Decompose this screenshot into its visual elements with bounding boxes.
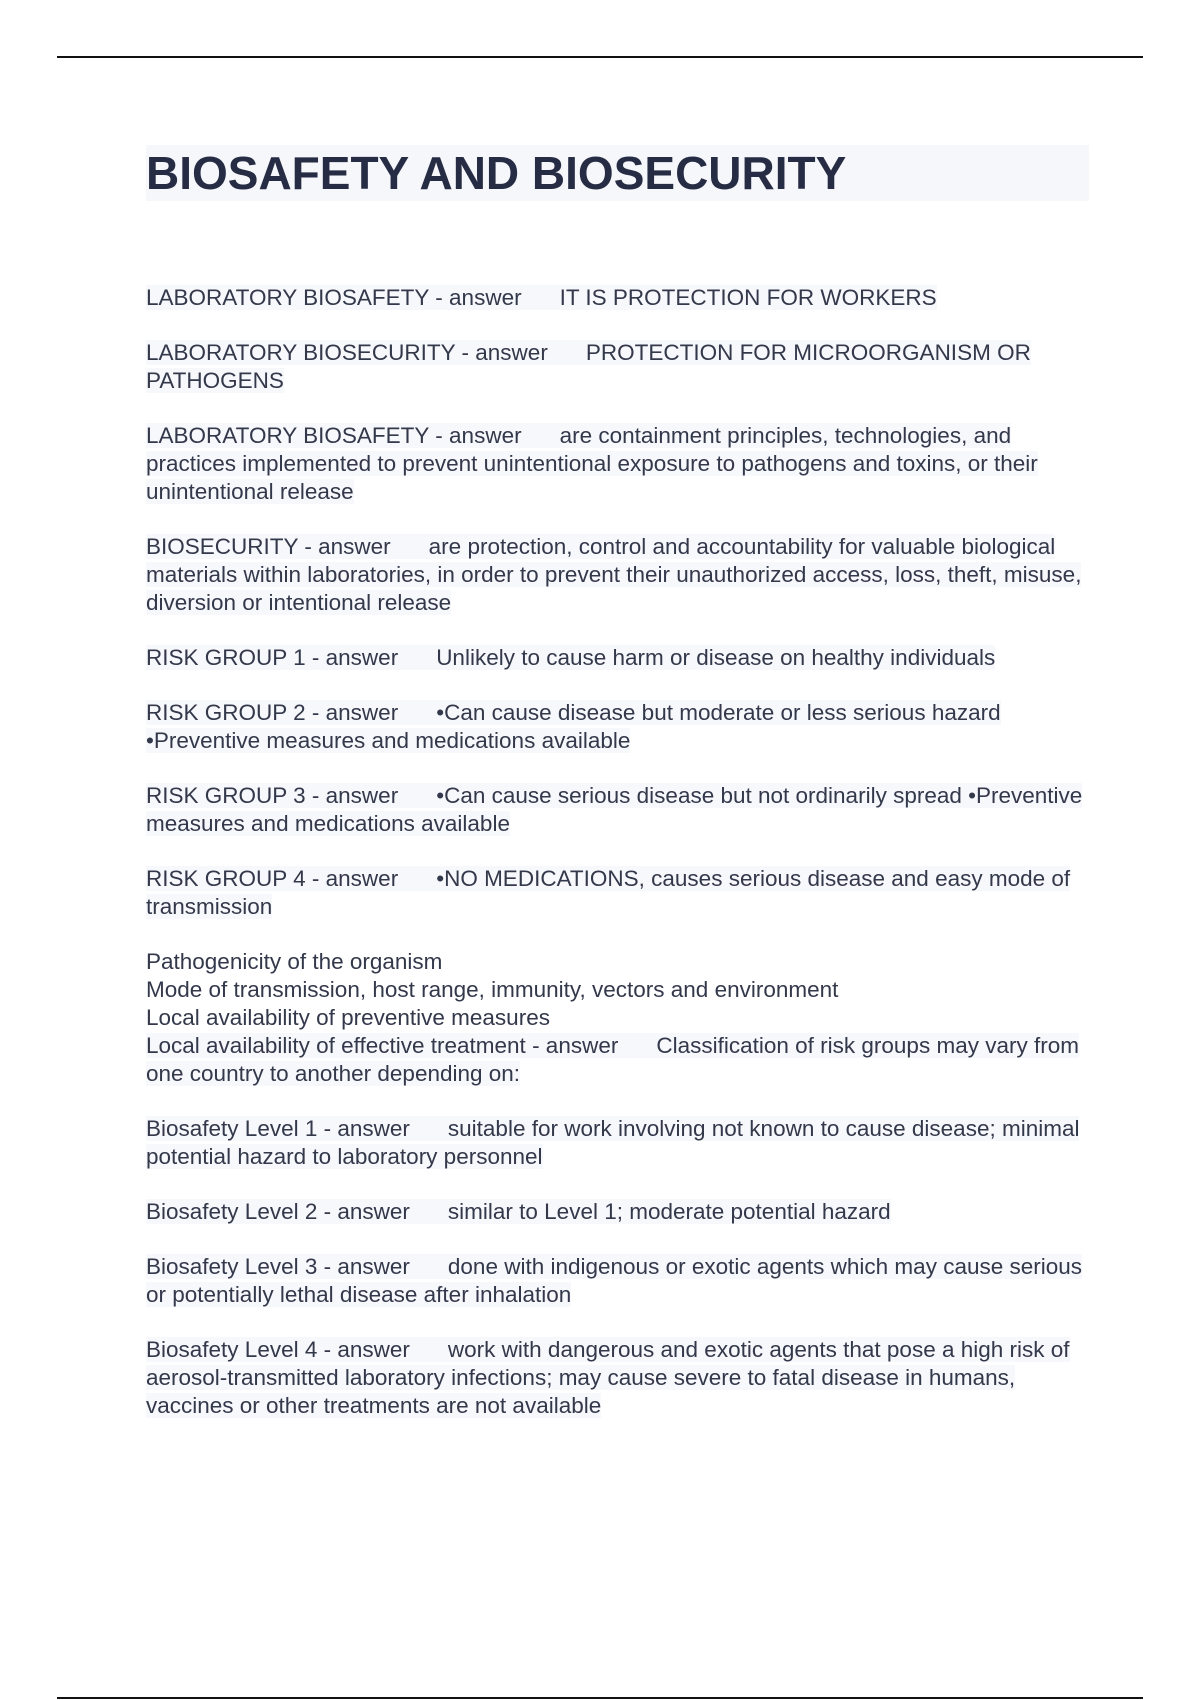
answer-separator: - answer bbox=[311, 700, 399, 725]
flashcard bbox=[146, 865, 1089, 921]
answer-separator: - answer bbox=[323, 1116, 410, 1141]
flashcard bbox=[146, 1198, 1089, 1226]
answer-separator: - answer bbox=[435, 423, 522, 448]
card-definition: •NO MEDICATIONS, causes serious disease and easy mode of transmission bbox=[146, 866, 1071, 919]
card-term: RISK GROUP 2 bbox=[146, 700, 306, 725]
card-term: Local availability of effective treatment bbox=[146, 1033, 526, 1058]
answer-separator: - answer bbox=[532, 1033, 619, 1058]
flashcard bbox=[146, 699, 1089, 755]
flashcard bbox=[146, 422, 1089, 506]
flashcard bbox=[146, 1336, 1089, 1420]
card-definition: are containment principles, technologies, and practices implemented to prevent unintentional exposure to pathogens and toxins, or their unintentional release bbox=[146, 423, 1038, 504]
flashcard-list bbox=[146, 284, 1089, 1420]
flashcard bbox=[146, 339, 1089, 395]
answer-separator: - answer bbox=[311, 866, 399, 891]
flashcard bbox=[146, 1253, 1089, 1309]
card-term: LABORATORY BIOSECURITY bbox=[146, 340, 456, 365]
document-title: BIOSAFETY AND BIOSECURITY bbox=[146, 145, 1089, 201]
card-term: Biosafety Level 1 bbox=[146, 1116, 318, 1141]
answer-separator: - answer bbox=[304, 534, 391, 559]
card-definition: •Can cause serious disease but not ordinarily spread •Preventive measures and medications available bbox=[146, 783, 1083, 836]
card-term: Biosafety Level 2 bbox=[146, 1199, 318, 1224]
card-definition: •Can cause disease but moderate or less serious hazard •Preventive measures and medications available bbox=[146, 700, 1001, 753]
card-term: RISK GROUP 1 bbox=[146, 645, 306, 670]
card-term-line: Pathogenicity of the organism bbox=[146, 949, 443, 974]
card-definition: done with indigenous or exotic agents which may cause serious or potentially lethal disease after inhalation bbox=[146, 1254, 1083, 1307]
card-definition: Classification of risk groups may vary from one country to another depending on: bbox=[146, 1033, 1079, 1086]
flashcard bbox=[146, 284, 1089, 312]
card-term-line: Local availability of preventive measures bbox=[146, 1005, 550, 1030]
card-term: LABORATORY BIOSAFETY bbox=[146, 423, 430, 448]
document-page bbox=[146, 145, 1089, 1447]
answer-separator: - answer bbox=[311, 645, 399, 670]
card-term: RISK GROUP 4 bbox=[146, 866, 306, 891]
answer-separator: - answer bbox=[311, 783, 399, 808]
card-definition: are protection, control and accountability for valuable biological materials within laboratories, in order to prevent their unauthorized access, loss, theft, misuse, diversion or intentional release bbox=[146, 534, 1082, 615]
card-term: Biosafety Level 4 bbox=[146, 1337, 318, 1362]
top-divider bbox=[57, 56, 1143, 58]
card-definition: similar to Level 1; moderate potential hazard bbox=[447, 1199, 891, 1224]
card-term: BIOSECURITY bbox=[146, 534, 299, 559]
flashcard bbox=[146, 533, 1089, 617]
answer-separator: - answer bbox=[461, 340, 548, 365]
answer-separator: - answer bbox=[323, 1199, 410, 1224]
flashcard bbox=[146, 948, 1089, 1088]
card-term: Biosafety Level 3 bbox=[146, 1254, 318, 1279]
card-definition: Unlikely to cause harm or disease on healthy individuals bbox=[436, 645, 996, 670]
flashcard bbox=[146, 782, 1089, 838]
flashcard bbox=[146, 1115, 1089, 1171]
bottom-divider bbox=[57, 1697, 1143, 1699]
card-term: RISK GROUP 3 bbox=[146, 783, 306, 808]
answer-separator: - answer bbox=[435, 285, 522, 310]
answer-separator: - answer bbox=[323, 1337, 410, 1362]
answer-separator: - answer bbox=[323, 1254, 410, 1279]
card-definition: PROTECTION FOR MICROORGANISM OR PATHOGENS bbox=[146, 340, 1031, 393]
card-definition: suitable for work involving not known to cause disease; minimal potential hazard to laboratory personnel bbox=[146, 1116, 1080, 1169]
card-definition: work with dangerous and exotic agents that pose a high risk of aerosol-transmitted laboratory infections; may cause severe to fatal disease in humans, vaccines or other treatments are not available bbox=[146, 1337, 1070, 1418]
card-definition: IT IS PROTECTION FOR WORKERS bbox=[559, 285, 937, 310]
card-term-line: Mode of transmission, host range, immunity, vectors and environment bbox=[146, 977, 839, 1002]
card-term: LABORATORY BIOSAFETY bbox=[146, 285, 430, 310]
flashcard bbox=[146, 644, 1089, 672]
